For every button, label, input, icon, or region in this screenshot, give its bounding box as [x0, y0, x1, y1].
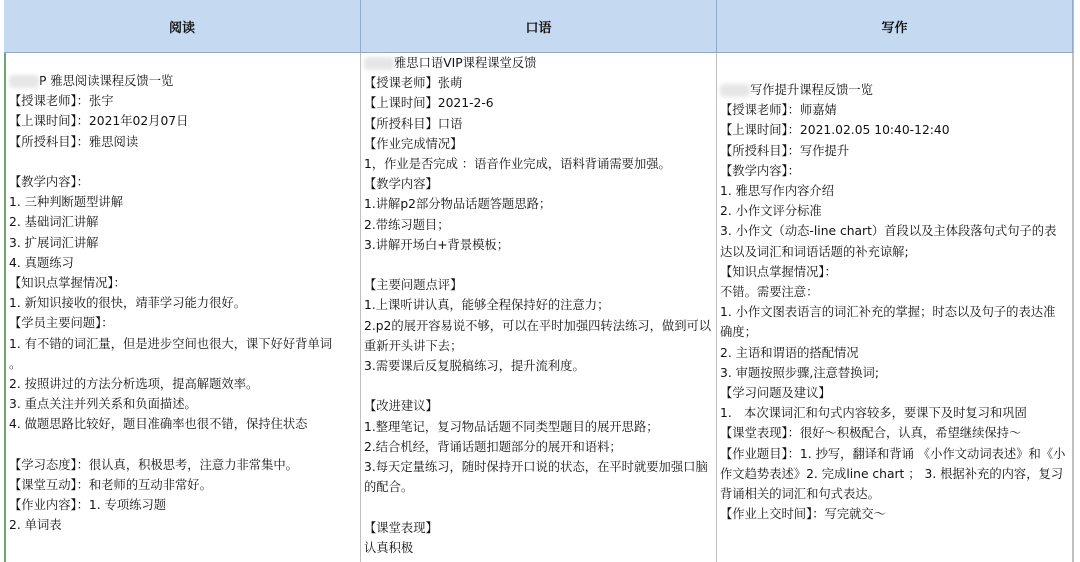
reading-line: 4. 真题练习: [9, 255, 74, 270]
reading-line: P 雅思阅读课程反馈一览: [9, 71, 360, 91]
redacted-name: [364, 57, 394, 70]
speaking-line: 雅思口语VIP课程课堂反馈: [364, 53, 716, 73]
speaking-line: 1.讲解p2部分物品话题答题思路；: [364, 197, 552, 212]
writing-line: 【授课老师】：师嘉婧: [720, 103, 837, 118]
reading-line: 1. 新知识接收的很快，靖菲学习能力很好。: [9, 296, 246, 311]
next-column-edge: [1073, 0, 1080, 562]
reading-line: 【教学内容】：: [9, 175, 89, 189]
redacted-name: [720, 84, 750, 97]
writing-line: 1. 本次课词汇和句式内容较多，要课下及时复习和巩固: [720, 406, 1027, 421]
reading-line: 【课堂互动】：和老师的互动非常好。: [9, 478, 212, 493]
speaking-line: 认真积极: [364, 540, 414, 555]
speaking-line: 2.p2的展开容易说不够，可以在平时加强四转法练习，做到可以重新开头讲下去；: [364, 318, 712, 353]
reading-line: 【知识点掌握情况】：: [9, 276, 126, 291]
writing-line: 【作业上交时间】：写完就交～: [720, 507, 887, 522]
speaking-line: 【作业完成情况】: [364, 136, 463, 151]
reading-line: 3. 重点关注并列关系和负面描述。: [9, 397, 197, 412]
speaking-line: 3.讲解开场白+背景模板；: [364, 237, 510, 252]
speaking-line: 2.结合机经，背诵话题扣题部分的展开和语料；: [364, 439, 622, 454]
speaking-line: 1.上课听讲认真，能够全程保持好的注意力；: [364, 298, 610, 313]
speaking-line: 【主要问题点评】: [364, 278, 463, 293]
writing-line: 【教学内容】：: [720, 163, 800, 178]
reading-line: 1. 三种判断题型讲解: [9, 195, 124, 210]
writing-line: 【所授科目】：写作提升: [720, 143, 850, 158]
speaking-line: 1，作业是否完成 ：语音作业完成，语料背诵需要加强。: [364, 157, 671, 172]
speaking-cell[interactable]: [361, 53, 717, 562]
speaking-line: [364, 376, 716, 396]
reading-line: 2. 单词表: [9, 518, 62, 533]
reading-line: 2. 按照讲过的方法分析选项，提高解题效率。: [9, 377, 259, 392]
reading-line: [9, 435, 360, 455]
writing-line: 【作业题目】：1. 抄写，翻译和背诵 《小作文动词表述》和《小作文趋势表述》2. 完成line chart ； 3. 根据补充的内容，复习背诵相关的词汇和句式表达。: [720, 446, 1066, 502]
reading-line: 【所授科目】：雅思阅读: [9, 134, 139, 149]
header-reading: 阅读: [4, 0, 361, 53]
reading-line: 2. 基础词汇讲解: [9, 215, 99, 230]
writing-line: 2. 小作文评分标准: [720, 204, 822, 219]
reading-line: 3. 扩展词汇讲解: [9, 235, 99, 250]
writing-line: 写作提升课程反馈一览: [720, 80, 1066, 100]
writing-line: 【学习问题及建议】: [720, 386, 831, 401]
writing-line: 不错。需要注意：: [720, 285, 819, 300]
reading-line: 【学习态度】：很认真，积极思考，注意力非常集中。: [9, 457, 298, 472]
header-writing: 写作: [717, 0, 1073, 53]
reading-line: 【作业内容】：1. 专项练习题: [9, 498, 167, 513]
speaking-line: 【教学内容】: [364, 177, 438, 192]
reading-line: 1. 有不错的词汇量，但是进步空间也很大，课下好好背单词: [9, 336, 333, 351]
reading-line: 【授课老师】：张宇: [9, 94, 114, 109]
writing-cell[interactable]: [717, 53, 1073, 562]
speaking-line: 1.整理笔记，复习物品话题不同类型题目的展开思路；: [364, 419, 659, 434]
speaking-line: 3.每天定量练习，随时保持开口说的状态，在平时就要加强口脑的配合。: [364, 460, 708, 495]
reading-line: [9, 152, 360, 172]
reading-cell[interactable]: [4, 53, 361, 562]
redacted-name: [9, 75, 39, 88]
speaking-line: 【所授科目】口语: [364, 116, 463, 131]
speaking-line: [364, 497, 716, 517]
speaking-line: 【课堂表现】: [364, 520, 438, 535]
speaking-line: 【上课时间】2021-2-6: [364, 96, 494, 111]
reading-line: 【上课时间】：2021年02月07日: [9, 114, 189, 129]
reading-line: 。: [9, 356, 22, 371]
writing-line: 【上课时间】：2021.02.05 10:40-12:40: [720, 123, 950, 138]
speaking-line: 【改进建议】: [364, 399, 438, 414]
reading-line: 4. 做题思路比较好，题目准确率也很不错，保持住状态: [9, 417, 308, 432]
speaking-line: 2.带练习题目；: [364, 217, 450, 232]
reading-line: 【学员主要问题】：: [9, 316, 114, 331]
writing-line: 1. 雅思写作内容介绍: [720, 184, 835, 199]
speaking-line: [364, 255, 716, 275]
speaking-line: 3.需要课后反复脱稿练习，提升流利度。: [364, 359, 585, 374]
writing-line: 3. 小作文（动态-line chart）首段以及主体段落句式句子的表达以及词汇和词语话题的补充谅解;: [720, 224, 1057, 259]
writing-line: 【知识点掌握情况】：: [720, 264, 837, 279]
writing-line: 3. 审题按照步骤,注意替换词;: [720, 365, 879, 380]
writing-line: 2. 主语和谓语的搭配情况: [720, 345, 859, 360]
speaking-line: 【授课老师】张萌: [364, 76, 463, 91]
header-speaking: 口语: [361, 0, 717, 53]
writing-line: 1. 小作文图表语言的词汇补充的掌握；时态以及句子的表达准确度；: [720, 305, 1056, 340]
writing-line: 【课堂表现】：很好～积极配合，认真，希望继续保持～: [720, 426, 1022, 441]
